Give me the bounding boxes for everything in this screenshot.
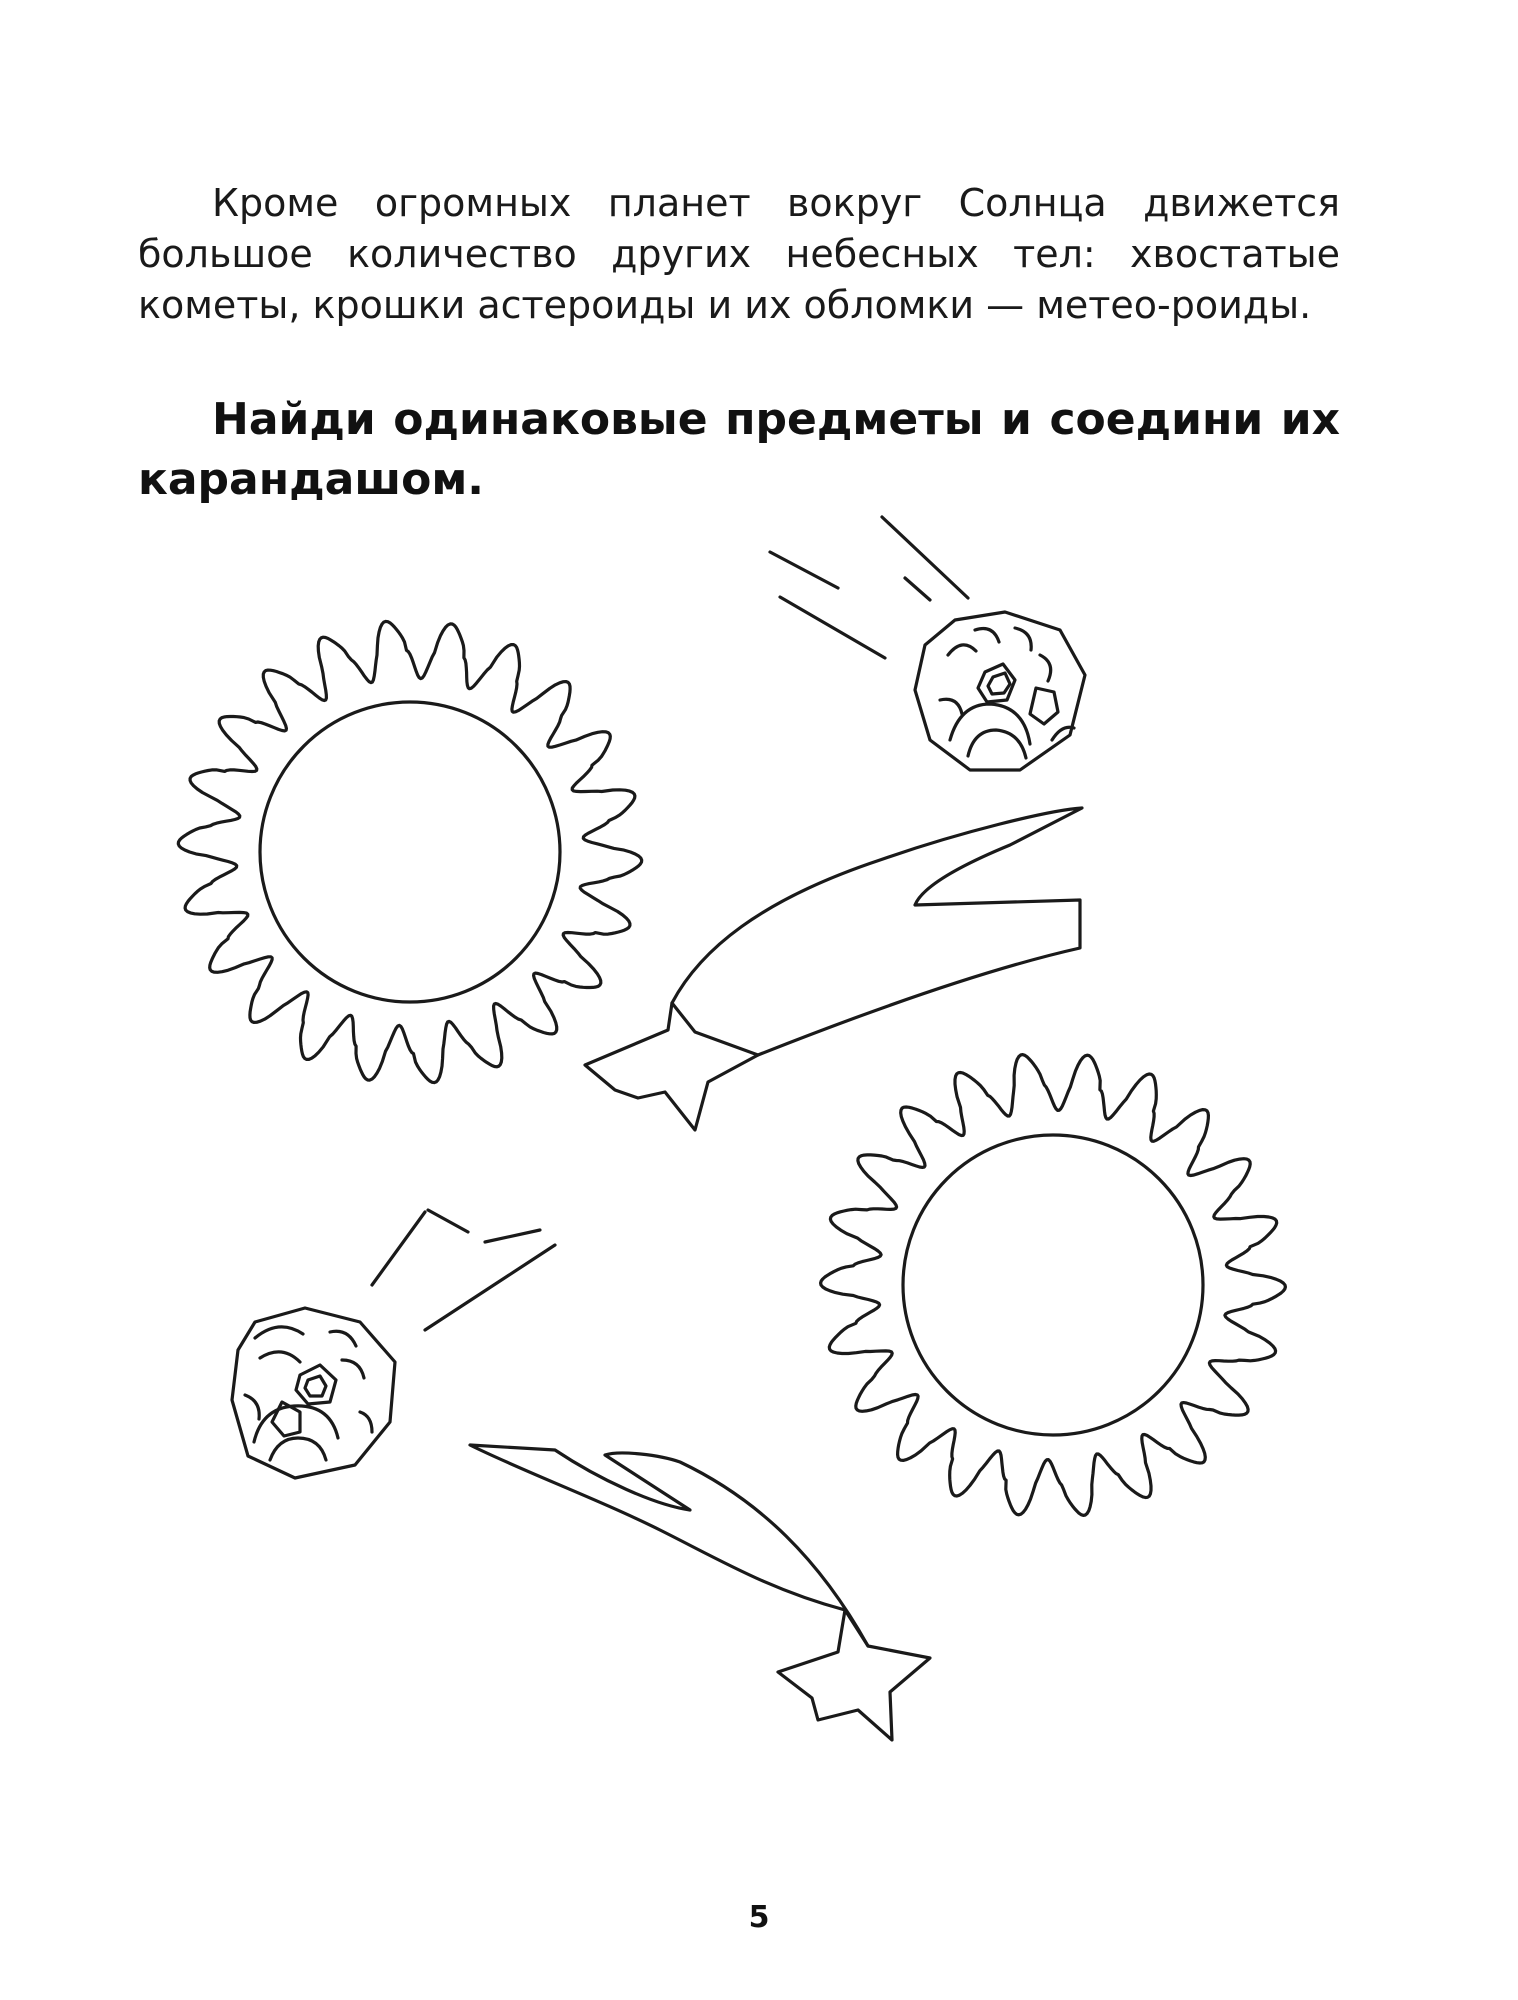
sun-icon[interactable]: [821, 1055, 1286, 1516]
intro-paragraph: Кроме огромных планет вокруг Солнца движется большое количество других небесных тел: хвостатые кометы, крошки астероиды и их обломки — метео-роиды.: [138, 181, 1340, 327]
task-instruction: Найди одинаковые предметы и соедини их карандашом.: [138, 394, 1340, 505]
matching-illustration: [0, 480, 1518, 1800]
comet-star-icon[interactable]: [585, 808, 1082, 1130]
comet-star-icon[interactable]: [470, 1445, 930, 1740]
page-number: 5: [748, 1900, 770, 1935]
meteoroid-icon[interactable]: [232, 1210, 555, 1478]
meteoroid-icon[interactable]: [770, 517, 1085, 770]
sun-icon[interactable]: [178, 621, 641, 1082]
